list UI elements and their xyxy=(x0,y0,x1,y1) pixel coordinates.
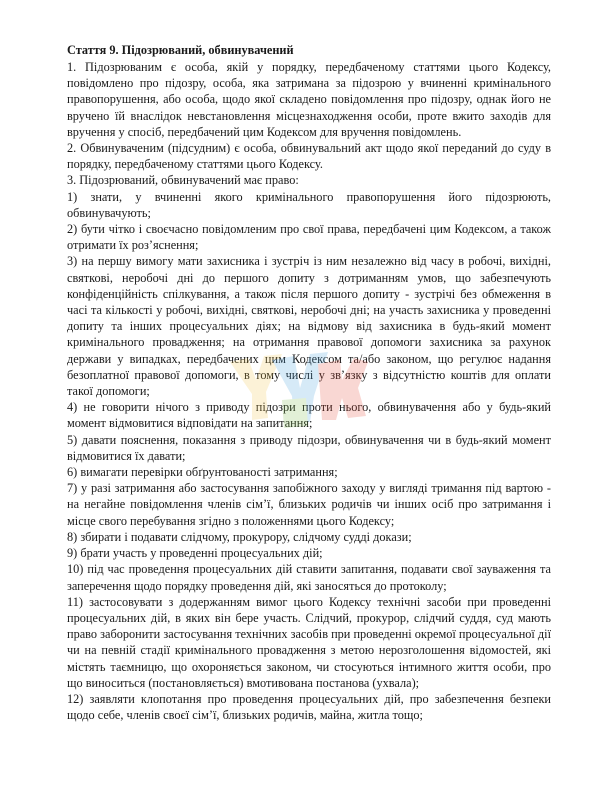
paragraph-3: 3. Підозрюваний, обвинувачений має право: xyxy=(67,173,299,188)
right-item-7: 7) у разі затримання або застосування запобіжного заходу у вигляді тримання під вартою - на негайне повідомлення членів сім’ї, близьких родичів чи інших осіб про затримання і місце свого перебування згідно з положеннями цього Кодексу; xyxy=(67,481,551,528)
right-item-9: 9) брати участь у проведенні процесуальних дій; xyxy=(67,546,323,561)
right-item-2: 2) бути чітко і своєчасно повідомленим про свої права, передбачені цим Кодексом, а також отримати їх роз’яснення; xyxy=(67,222,551,253)
right-item-3: 3) на першу вимогу мати захисника і зустріч із ним незалежно від часу в робочі, вихідні, святкові, неробочі дні до першого допиту з дотриманням умов, що забезпечують конфіденційність спілкування, а також після першого допиту - зустрічі без обмеження в часі та кількості у робочі, вихідні, святкові, неробочі дні; на участь захисника у проведенні допиту та інших процесуальних діях; на відмову від захисника в будь-який момент кримінального провадження; на отримання правової допомоги захисника за рахунок держави у випадках, передбачених цим Кодексом та/або законом, що регулює надання безоплатної правової допомоги, в тому числі у зв’язку з відсутністю коштів для оплати такої допомоги; xyxy=(67,254,551,399)
document-page xyxy=(67,42,551,723)
right-item-6: 6) вимагати перевірки обґрунтованості затримання; xyxy=(67,465,338,480)
article-title: Стаття 9. Підозрюваний, обвинувачений xyxy=(67,43,294,57)
right-item-11: 11) застосовувати з додержанням вимог цього Кодексу технічні засоби при проведенні процесуальних дій, в яких він бере участь. Слідчий, прокурор, слідчий суддя, суд мають право заборонити застосування технічних засобів при проведенні окремої процесуальної дії чи на певній стадії кримінального провадження з метою нерозголошення відомостей, які містять таємницю, що охороняється законом, чи стосуються інтимного життя особи, про що виноситься (постановляється) вмотивована постанова (ухвала); xyxy=(67,594,552,690)
right-item-5: 5) давати пояснення, показання з приводу підозри, обвинувачення чи в будь-який момент відмовитися їх давати; xyxy=(67,432,551,463)
right-item-12: 12) заявляти клопотання про проведення процесуальних дій, про забезпечення безпеки щодо себе, членів своєї сім’ї, близьких родичів, майна, житла тощо; xyxy=(67,691,551,723)
right-item-10: 10) під час проведення процесуальних дій ставити запитання, подавати свої зауваження та заперечення щодо порядку проведення дій, які заносяться до протоколу; xyxy=(67,562,551,593)
article-body xyxy=(67,59,551,723)
right-item-1: 1) знати, у вчиненні якого кримінального правопорушення його підозрюють, обвинувачують; xyxy=(67,189,551,220)
right-item-4: 4) не говорити нічого з приводу підозри проти нього, обвинувачення або у будь-який момент відмовитися відповідати на запитання; xyxy=(67,400,551,431)
paragraph-1: 1. Підозрюваним є особа, якій у порядку, передбаченому статтями цього Кодексу, повідомлено про підозру, особа, яка затримана за підозрою у вчиненні кримінального правопорушення, або особа, щодо якої складено повідомлення про підозру, однак його не вручено їй внаслідок невстановлення місцезнаходження особи, проте вжито заходів для вручення у спосіб, передбачений цим Кодексом для вручення повідомлень. xyxy=(67,60,551,139)
paragraph-2: 2. Обвинуваченим (підсудним) є особа, обвинувальний акт щодо якої переданий до суду в порядку, передбаченому статтями цього Кодексу. xyxy=(67,141,551,172)
right-item-8: 8) збирати і подавати слідчому, прокурору, слідчому судді докази; xyxy=(67,529,412,544)
